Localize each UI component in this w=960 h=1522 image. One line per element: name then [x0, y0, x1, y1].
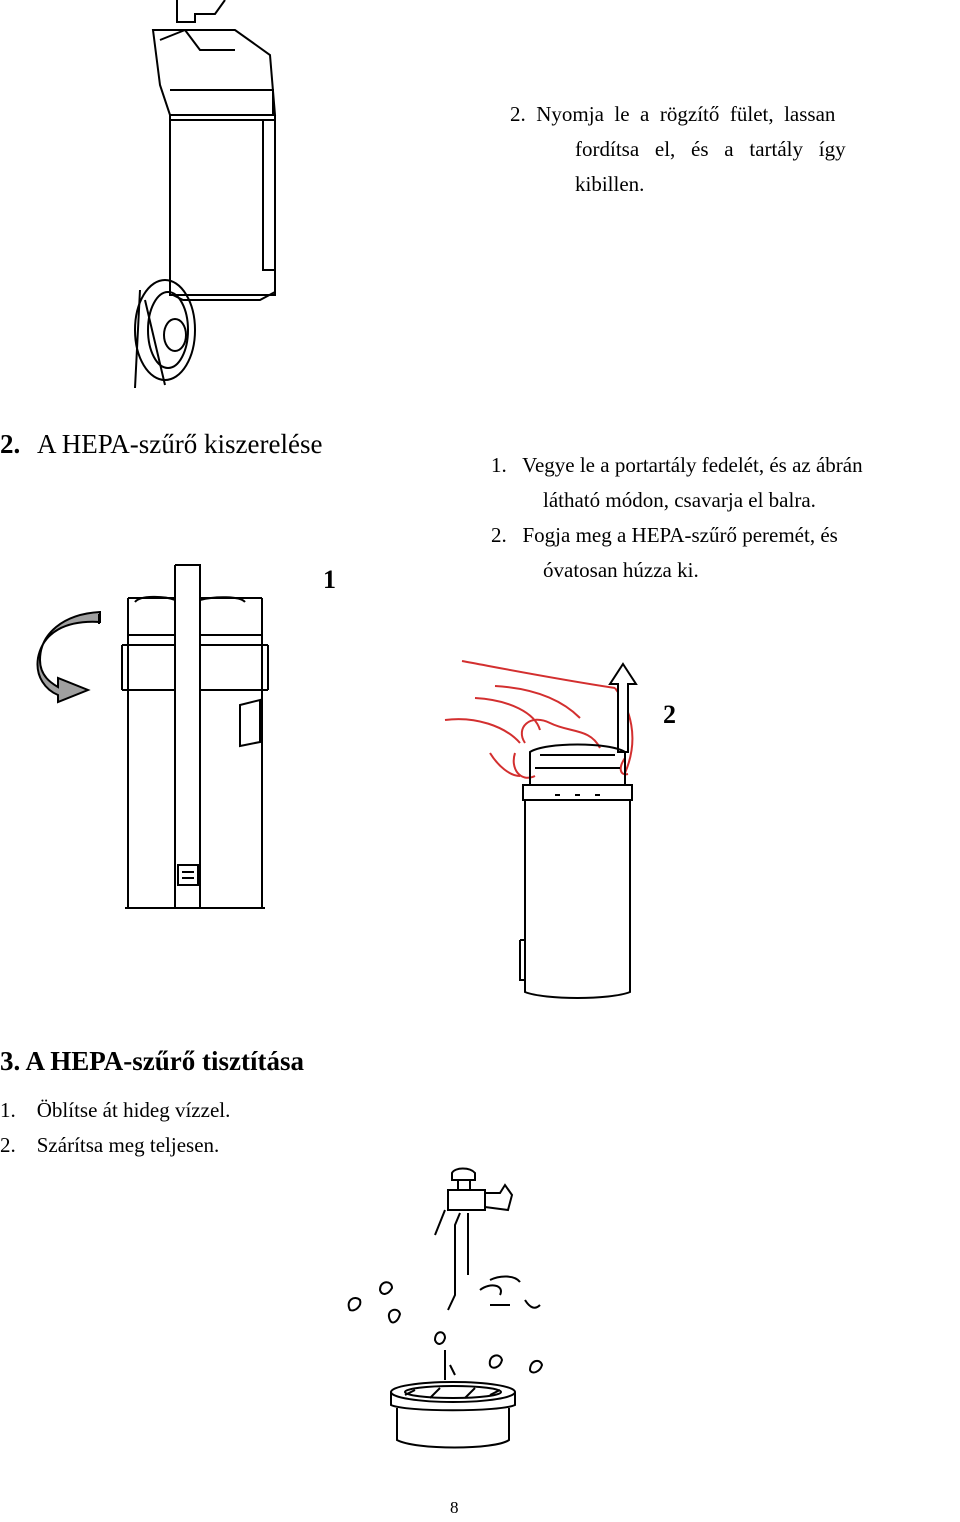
section1-step2-line2: fordítsa el, és a tartály így	[575, 137, 846, 161]
section2-heading	[0, 428, 322, 460]
rotation-arrow-icon	[35, 612, 130, 702]
section2-heading-number: 2.	[0, 429, 21, 459]
figure-label-1: 1	[323, 565, 336, 594]
section2-step1-line1: 1. Vegye le a portartály fedelét, és az ábrán	[491, 453, 863, 477]
section3-step1: 1. Öblítse át hideg vízzel.	[0, 1098, 231, 1122]
section3-heading: 3. A HEPA-szűrő tisztítása	[0, 1046, 304, 1076]
dust-container-illustration	[120, 560, 270, 910]
hepa-filter-container-illustration	[515, 740, 640, 1002]
section2-step2-line1: 2. Fogja meg a HEPA-szűrő peremét, és	[491, 523, 838, 547]
section2-heading-text: A HEPA-szűrő kiszerelése	[37, 429, 323, 459]
figure-label-2: 2	[663, 700, 676, 729]
section3-step2: 2. Szárítsa meg teljesen.	[0, 1133, 220, 1157]
hepa-filter-washing-illustration	[385, 1380, 525, 1455]
section2-step2-line2: óvatosan húzza ki.	[543, 558, 699, 582]
water-droplets-icon	[340, 1270, 560, 1390]
section1-step2-line3: kibillen.	[575, 172, 645, 196]
page-number: 8	[450, 1498, 459, 1517]
vacuum-tilt-illustration	[125, 0, 295, 395]
section2-step1-line2: látható módon, csavarja el balra.	[543, 488, 816, 512]
section1-step2-line1: 2. Nyomja le a rögzítő fület, lassan	[510, 102, 836, 126]
